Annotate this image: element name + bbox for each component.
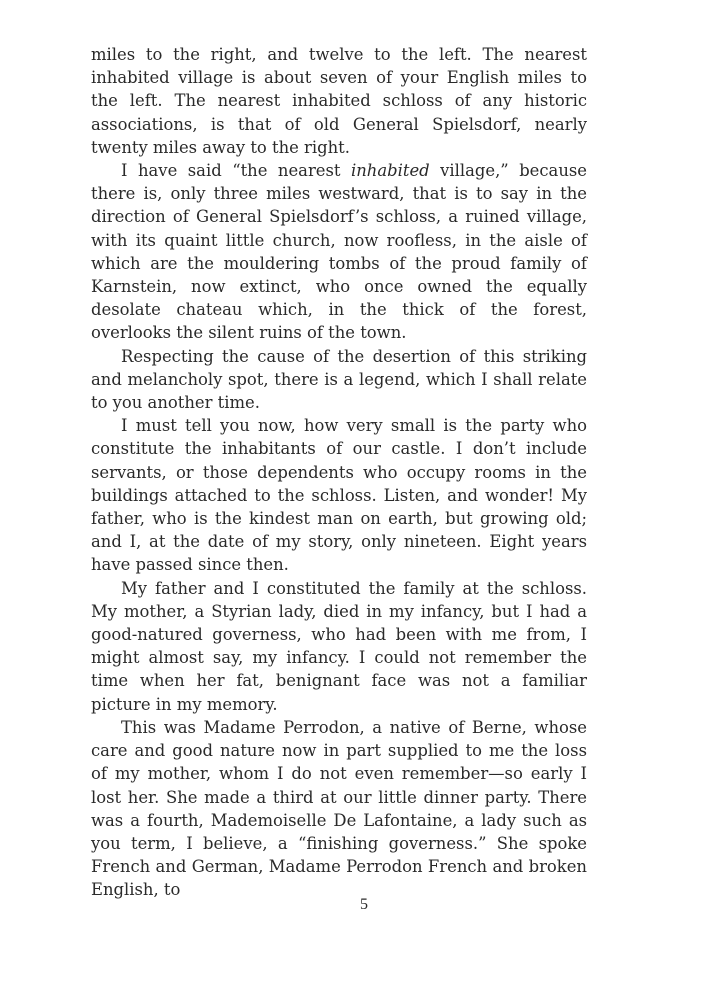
paragraph-1-text: miles to the right, and twelve to the left. The nearest inhabited village is about seven of your English miles to the left. The nearest inhabited schloss of any historic associations, is that of old General Spielsdorf, nearly twenty miles away to the right. (91, 45, 587, 157)
paragraph-5-text: My father and I constituted the family at the schloss. My mother, a Styrian lady, died in my infancy, but I had a good-natured governess, who had been with me from, I might almost say, my infancy. I could not remember the time when her fat, benignant face was not a familiar picture in my memory. (91, 578, 587, 714)
paragraph-2-text-end: village,” because there is, only three miles westward, that is to say in the direction of General Spielsdorf’s schloss, a ruined village, with its quaint little church, now roofless, in the aisle of which are the mouldering tombs of the proud family of Karnstein, now extinct, who once owned the equally desolate chateau which, in the thick of the forest, overlooks the silent ruins of the town. (91, 161, 588, 343)
body-text (91, 43, 587, 902)
paragraph-4-text: I must tell you now, how very small is the party who constitute the inhabitants of our castle. I don’t include servants, or those dependents who occupy rooms in the buildings attached to the schloss. Listen, and wonder! My father, who is the kindest man on earth, but growing old; and I, at the date of my story, only nineteen. Eight years have passed since then. (91, 416, 587, 575)
paragraph-4 (91, 414, 587, 576)
paragraph-2-text-start: I have said “the nearest (121, 161, 351, 181)
paragraph-6-text: This was Madame Perrodon, a native of Berne, whose care and good nature now in part supplied to me the loss of my mother, whom I do not even remember—so early I lost her. She made a third at our little dinner party. There was a fourth, Mademoiselle De Lafontaine, a lady such as you term, I believe, a “finishing governess.” She spoke French and German, Madame Perrodon French and broken English, to (91, 717, 587, 900)
paragraph-3-text: Respecting the cause of the desertion of this striking and melancholy spot, there is a legend, which I shall relate to you another time. (91, 346, 587, 413)
paragraph-2-emphasis: inhabited (351, 161, 430, 181)
paragraph-1 (91, 43, 587, 159)
paragraph-2 (91, 159, 587, 345)
paragraph-3 (91, 345, 587, 415)
paragraph-5 (91, 577, 587, 716)
paragraph-6 (91, 716, 587, 902)
page-number: 5 (360, 896, 368, 913)
